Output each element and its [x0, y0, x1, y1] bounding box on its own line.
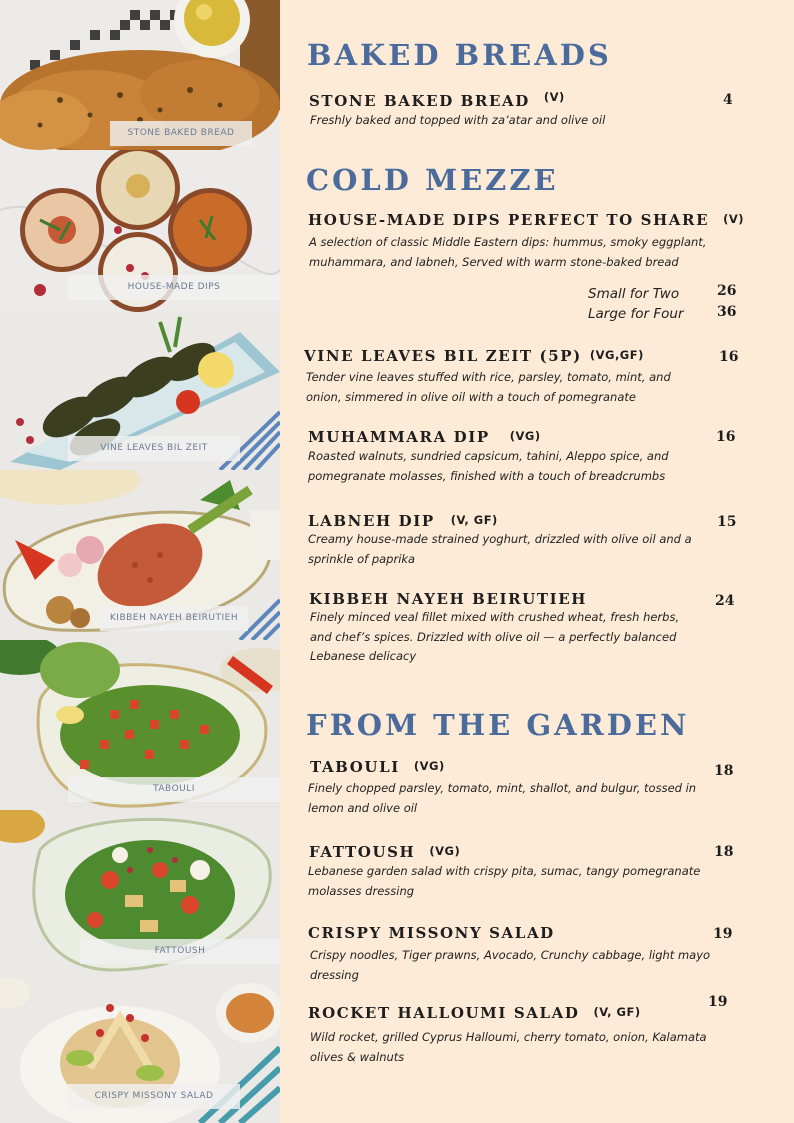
item-price: 4 — [723, 92, 733, 108]
item-name-muhammara — [308, 428, 541, 446]
kibbeh-nayeh-photo — [0, 470, 280, 640]
crispy-missony-photo — [0, 978, 280, 1123]
photo-caption: FATTOUSH — [80, 939, 280, 964]
item-description: Finely chopped parsley, tomato, mint, shallot, and bulgur, tossed in lemon and olive oil — [308, 781, 697, 815]
item-name-rocket-halloumi-salad — [308, 1004, 641, 1022]
item-description: Lebanese garden salad with crispy pita, sumac, tangy pomegranate molasses dressing — [308, 864, 701, 898]
item-name-vine-leaves — [304, 347, 644, 365]
item-description: Crispy noodles, Tiger prawns, Avocado, Crunchy cabbage, light mayo dressing — [310, 948, 711, 982]
option-price-small: 26 — [717, 283, 737, 299]
section-title-baked-breads: BAKED BREADS — [307, 38, 612, 72]
dietary-tag: (V, GF) — [593, 1005, 641, 1019]
option-label-large: Large for Four — [588, 306, 684, 322]
item-name-text: ROCKET HALLOUMI SALAD — [308, 1004, 580, 1022]
dietary-tag: (V) — [543, 90, 565, 104]
item-name-crispy-missony-salad — [308, 924, 555, 942]
item-name-text: HOUSE-MADE DIPS PERFECT TO SHARE — [308, 211, 710, 229]
tabouli-photo — [0, 640, 280, 810]
item-price: 24 — [715, 593, 735, 609]
section-title-cold-mezze: COLD MEZZE — [306, 163, 559, 197]
item-name-stone-baked-bread — [309, 90, 565, 110]
photo-caption: KIBBEH NAYEH BEIRUTIEH — [100, 606, 248, 631]
option-label-small: Small for Two — [588, 286, 680, 302]
section-title-from-the-garden: FROM THE GARDEN — [306, 708, 690, 742]
photo-column — [0, 0, 280, 1123]
option-price-large: 36 — [717, 304, 737, 320]
item-name-text: FATTOUSH — [309, 843, 416, 861]
dietary-tag: (VG) — [429, 844, 461, 858]
item-name-labneh — [308, 512, 498, 530]
vine-leaves-photo — [0, 312, 280, 470]
item-description: Creamy house-made strained yoghurt, drizzled with olive oil and a sprinkle of paprika — [308, 532, 692, 566]
dietary-tag: (V) — [723, 212, 745, 226]
item-name-tabouli — [310, 758, 445, 776]
dietary-tag: (V, GF) — [450, 513, 498, 527]
item-description: Roasted walnuts, sundried capsicum, tahini, Aleppo spice, and pomegranate molasses, finished with a touch of breadcrumbs — [308, 449, 669, 483]
item-price: 16 — [719, 349, 739, 365]
item-description: Tender vine leaves stuffed with rice, parsley, tomato, mint, and onion, simmered in olive oil with a touch of pomegranate — [306, 370, 671, 404]
item-name-text: STONE BAKED BREAD — [309, 92, 530, 110]
item-name-text: TABOULI — [310, 758, 400, 776]
photo-caption: CRISPY MISSONY SALAD — [68, 1084, 240, 1109]
item-description: Freshly baked and topped with za’atar and olive oil — [310, 113, 606, 127]
house-made-dips-photo — [0, 150, 280, 312]
photo-caption: STONE BAKED BREAD — [110, 121, 252, 146]
menu-content — [280, 0, 794, 1123]
item-name-text: MUHAMMARA DIP — [308, 428, 490, 446]
item-name-text: LABNEH DIP — [308, 512, 435, 530]
photo-caption: TABOULI — [68, 777, 280, 802]
dietary-tag: (VG,GF) — [589, 348, 644, 362]
item-name-fattoush — [309, 843, 460, 861]
item-price: 15 — [717, 514, 737, 530]
photo-caption: VINE LEAVES BIL ZEIT — [68, 436, 240, 461]
item-name-house-made-dips — [308, 211, 744, 229]
item-price: 19 — [708, 994, 728, 1010]
item-name-text: VINE LEAVES BIL ZEIT (5P) — [304, 347, 582, 365]
dietary-tag: (VG) — [413, 759, 445, 773]
photo-caption: HOUSE-MADE DIPS — [68, 275, 280, 300]
item-price: 18 — [714, 844, 734, 860]
item-name-text: CRISPY MISSONY SALAD — [308, 924, 555, 942]
item-price: 18 — [714, 763, 734, 779]
dietary-tag: (VG) — [509, 429, 541, 443]
item-description: Wild rocket, grilled Cyprus Halloumi, cherry tomato, onion, Kalamata olives & walnuts — [310, 1030, 707, 1064]
item-name-text: KIBBEH NAYEH BEIRUTIEH — [309, 590, 588, 608]
stone-baked-bread-photo — [0, 0, 280, 150]
item-name-kibbeh-nayeh — [309, 590, 587, 608]
item-price: 19 — [713, 926, 733, 942]
item-description: Finely minced veal fillet mixed with crushed wheat, fresh herbs, and chef’s spices. Drizzled with olive oil — a perfectly balanced Lebanese delicacy — [310, 610, 680, 663]
item-description: A selection of classic Middle Eastern dips: hummus, smoky eggplant, muhammara, and labneh, Served with warm stone-baked bread — [309, 235, 707, 269]
fattoush-photo — [0, 810, 280, 978]
item-price: 16 — [716, 429, 736, 445]
